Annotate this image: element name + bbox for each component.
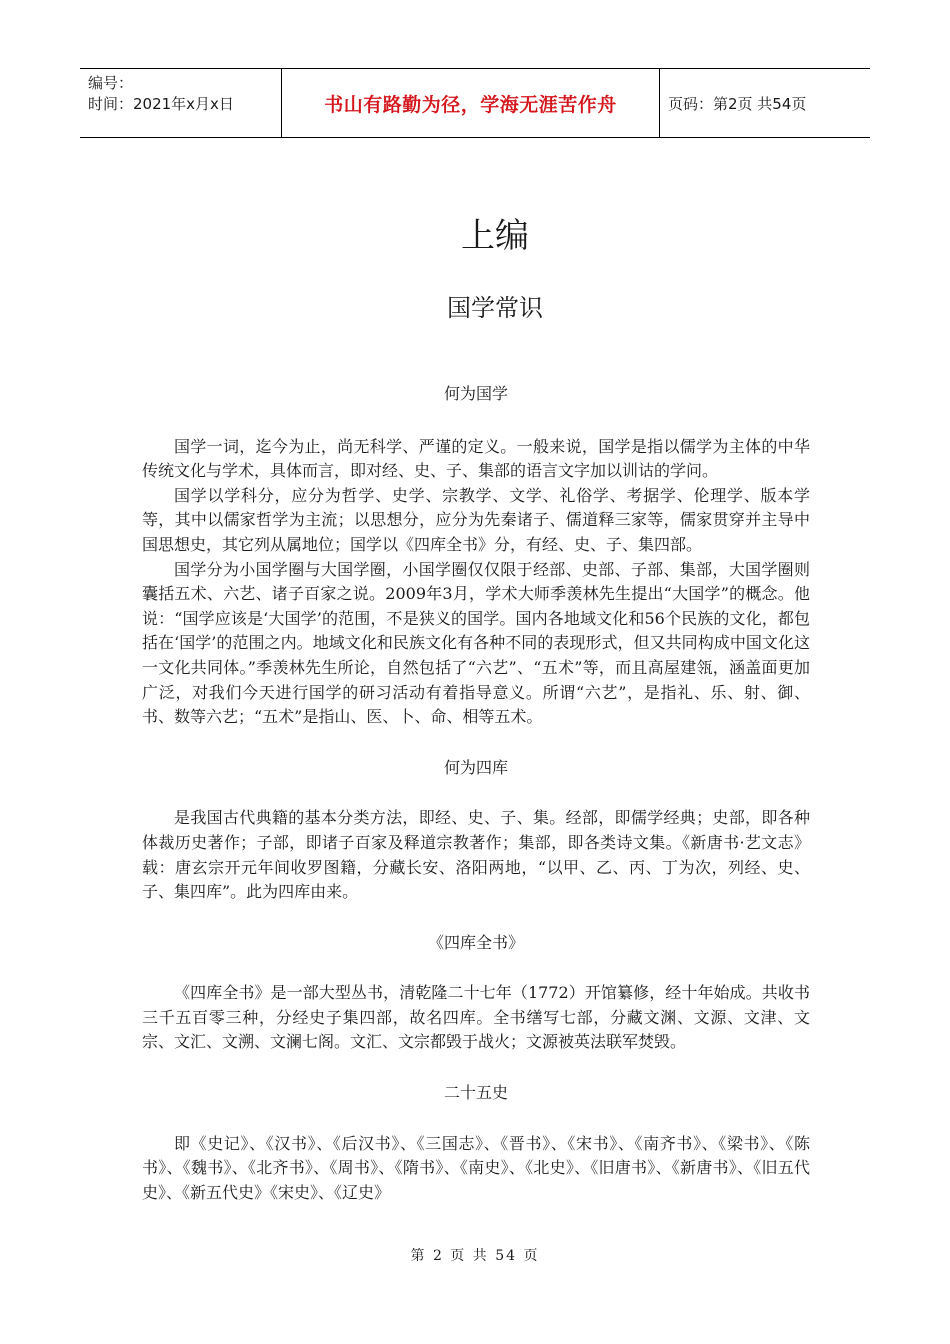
paragraph: 是我国古代典籍的基本分类方法，即经、史、子、集。经部，即儒学经典；史部，即各种体裁历史著作；子部，即诸子百家及释道宗教著作；集部，即各类诗文集。《新唐书·艺文志》载：唐玄宗开元年间收罗图籍，分藏长安、洛阳两地，“以甲、乙、丙、丁为次，列经、史、子、集四库”。此为四库由来。 <box>142 808 810 902</box>
section-title: 何为国学 <box>443 384 508 403</box>
page-header <box>80 68 870 138</box>
paragraph: 国学以学科分，应分为哲学、史学、宗教学、文学、礼俗学、考据学、伦理学、版本学等，其中以儒家哲学为主流；以思想分，应分为先秦诸子、儒道释三家等，儒家贯穿并主导中国思想史，其它列从属地位；国学以《四库全书》分，有经、史、子、集四部。 <box>142 485 810 554</box>
main-title: 上编 <box>461 216 529 256</box>
paragraph: 《四库全书》是一部大型丛书，清乾隆二十七年（1772）开馆纂修，经十年始成。共收书三千五百零三种，分经史子集四部，故名四库。全书缮写七部，分藏文渊、文源、文津、文宗、文汇、文溯、文澜七阁。文汇、文宗都毁于战火；文源被英法联军焚毁。 <box>142 983 810 1052</box>
document-body <box>142 382 810 1205</box>
section-title: 何为四库 <box>443 757 508 777</box>
time-label: 时间：2021年x月x日 <box>88 95 234 113</box>
section-title: 二十五史 <box>443 1083 508 1103</box>
number-label: 编号： <box>88 74 134 92</box>
page-footer: 第 2 页 共 54 页 <box>410 1248 540 1264</box>
paragraph: 即《史记》、《汉书》、《后汉书》、《三国志》、《晋书》、《宋书》、《南齐书》、《梁书》、《陈书》、《魏书》、《北齐书》、《周书》、《隋书》、《南史》、《北史》、《旧唐书》、《新唐书》、《旧五代史》、《新五代史》《宋史》、《辽史》 <box>142 1133 810 1202</box>
sub-title: 国学常识 <box>447 294 543 322</box>
header-page-code: 页码：第2页 共54页 <box>668 94 807 113</box>
paragraph: 国学分为小国学圈与大国学圈，小国学圈仅仅限于经部、史部、子部、集部，大国学圈则囊括五术、六艺、诸子百家之说。2009年3月，学术大师季羡林先生提出“大国学”的概念。他说：“国学应该是‘大国学’的范围，不是狭义的国学。国内各地域文化和56个民族的文化，都包括在‘国学’的范围之内。地域文化和民族文化有各种不同的表现形式，但又共同构成中国文化这一文化共同体。”季羡林先生所论，自然包括了“六艺”、“五术”等，而且高屋建瓴，涵盖面更加广泛，对我们今天进行国学的研习活动有着指导意义。所谓“六艺”，是指礼、乐、射、御、书、数等六艺；“五术”是指山、医、卜、命、相等五术。 <box>142 559 810 727</box>
header-meta <box>80 69 281 137</box>
paragraph: 国学一词，迄今为止，尚无科学、严谨的定义。一般来说，国学是指以儒学为主体的中华传统文化与学术，具体而言，即对经、史、子、集部的语言文字加以训诂的学问。 <box>142 436 810 481</box>
section-title: 《四库全书》 <box>427 932 524 952</box>
header-motto: 书山有路勤为径，学海无涯苦作舟 <box>281 69 660 137</box>
